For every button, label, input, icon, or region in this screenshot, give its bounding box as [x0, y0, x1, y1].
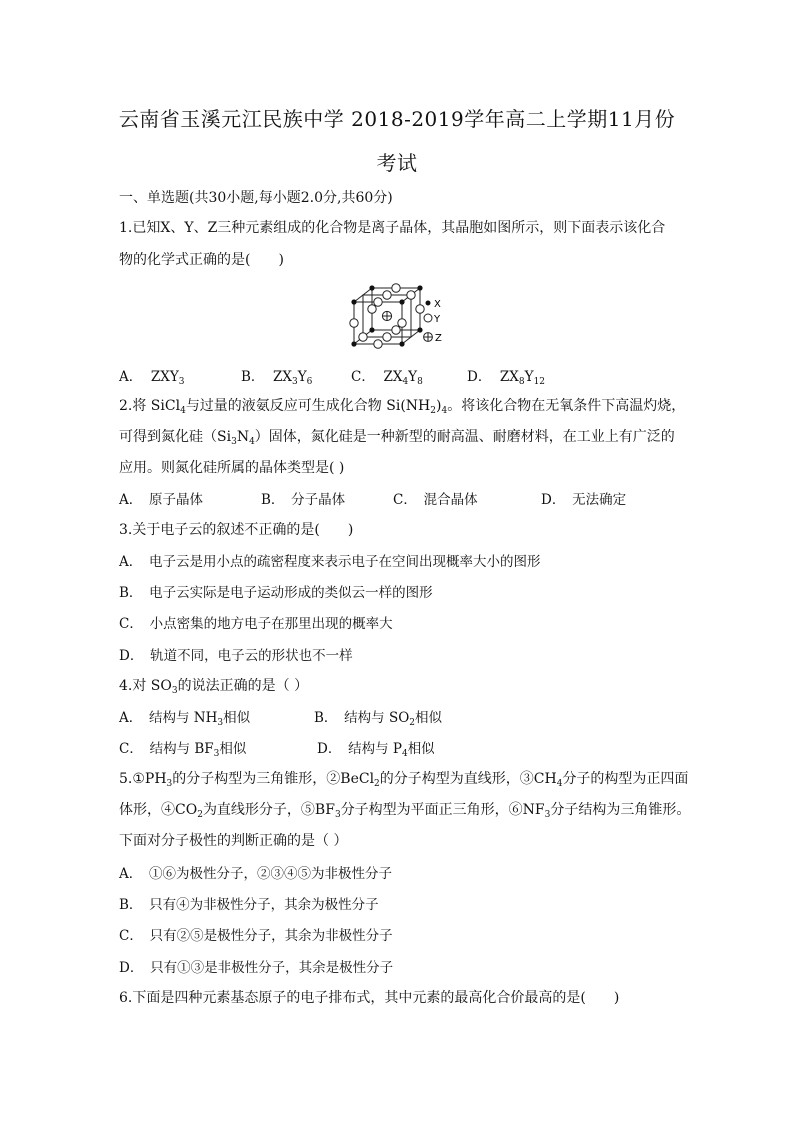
- q5-option-a[interactable]: A． ①⑥为极性分子，②③④⑤为非极性分子: [119, 866, 392, 882]
- q4-option-d[interactable]: D． 结构与 $P_4$相似: [317, 741, 435, 759]
- q3-text: 3.关于电子云的叙述不正确的是( ): [119, 522, 354, 538]
- q2-option-a[interactable]: A． 原子晶体: [119, 492, 203, 508]
- q1-text-line1: 1.已知X、Y、Z三种元素组成的化合物是离子晶体，其晶胞如图所示，则下面表示该化合: [119, 220, 666, 236]
- q5-text-line2: 体形，$④CO_2$为直线形分子，$⑤BF_3$分子构型为平面正三角形，$⑥NF_3$分子结构为三角锥形。: [119, 802, 691, 820]
- q1-option-c[interactable]: C． $ZX_4Y_8$: [351, 369, 423, 387]
- doc-title-line1: 云南省玉溪元江民族中学 2018-2019学年高二上学期11月份: [118, 107, 676, 131]
- q4-option-a[interactable]: A． 结构与 $NH_3$相似: [119, 710, 251, 728]
- legend: [424, 299, 442, 344]
- z-atom: [382, 311, 391, 320]
- q2-text-line3: 应用。则氮化硅所属的晶体类型是( ): [119, 460, 345, 476]
- q2-text-line1: 2.将 SiCl$_4$与过量的液氨反应可生成化合物 $Si(NH_2)_4$。将该化合物在无氧条件下高温灼烧，: [119, 398, 686, 416]
- q5-option-b[interactable]: B． 只有④为非极性分子，其余为极性分子: [119, 897, 379, 913]
- q1-text-line2: 物的化学式正确的是( ): [119, 252, 284, 268]
- q2-option-d[interactable]: D． 无法确定: [541, 492, 627, 508]
- q3-option-a[interactable]: A． 电子云是用小点的疏密程度来表示电子在空间出现概率大小的图形: [119, 554, 541, 570]
- q2-option-b[interactable]: B． 分子晶体: [261, 492, 346, 508]
- q3-option-b[interactable]: B． 电子云实际是电子运动形成的类似云一样的图形: [119, 585, 433, 601]
- q6-text: 6.下面是四种元素基态原子的电子排布式，其中元素的最高化合价最高的是( ): [119, 990, 620, 1006]
- q4-option-b[interactable]: B． 结构与 $SO_2$相似: [314, 710, 443, 728]
- q5-option-d[interactable]: D． 只有①③是非极性分子，其余是极性分子: [119, 960, 394, 976]
- q2-option-c[interactable]: C． 混合晶体: [393, 492, 478, 508]
- q3-option-d[interactable]: D． 轨道不同，电子云的形状也不一样: [119, 648, 353, 664]
- q1-option-a[interactable]: A． $ZXY_3$: [119, 369, 185, 387]
- q3-option-c[interactable]: C． 小点密集的地方电子在那里出现的概率大: [119, 616, 393, 632]
- legend-z-label: Z: [435, 333, 442, 344]
- crystal-cell-diagram: [346, 280, 450, 352]
- q1-option-b[interactable]: B． $ZX_3Y_6$: [241, 369, 313, 387]
- q5-text-line1: $5.①PH_3$的分子构型为三角锥形，②BeCl$_2$的分子构型为直线形，$③CH_4$分子的构型为正四面: [119, 771, 689, 789]
- q5-text-line3: 下面对分子极性的判断正确的是（ ）: [119, 833, 348, 849]
- q2-text-line2: 可得到氮化硅$(Si_3N_4)$固体，氮化硅是一种新型的耐高温、耐磨材料，在工业上有广泛的: [119, 429, 675, 447]
- q1-option-d[interactable]: D． $ZX_8Y_{12}$: [467, 369, 546, 387]
- legend-x-label: X: [434, 299, 441, 310]
- legend-y-label: Y: [434, 314, 441, 325]
- doc-title-line2: 考试: [376, 151, 418, 175]
- q5-option-c[interactable]: C． 只有②⑤是极性分子，其余为非极性分子: [119, 928, 393, 944]
- section-header: 一、单选题(共30小题,每小题2.0分,共60分): [119, 190, 393, 206]
- q4-option-c[interactable]: C． 结构与 $BF_3$相似: [119, 741, 247, 759]
- q4-text: 4.对 $SO_3$的说法正确的是（ ）: [119, 678, 309, 696]
